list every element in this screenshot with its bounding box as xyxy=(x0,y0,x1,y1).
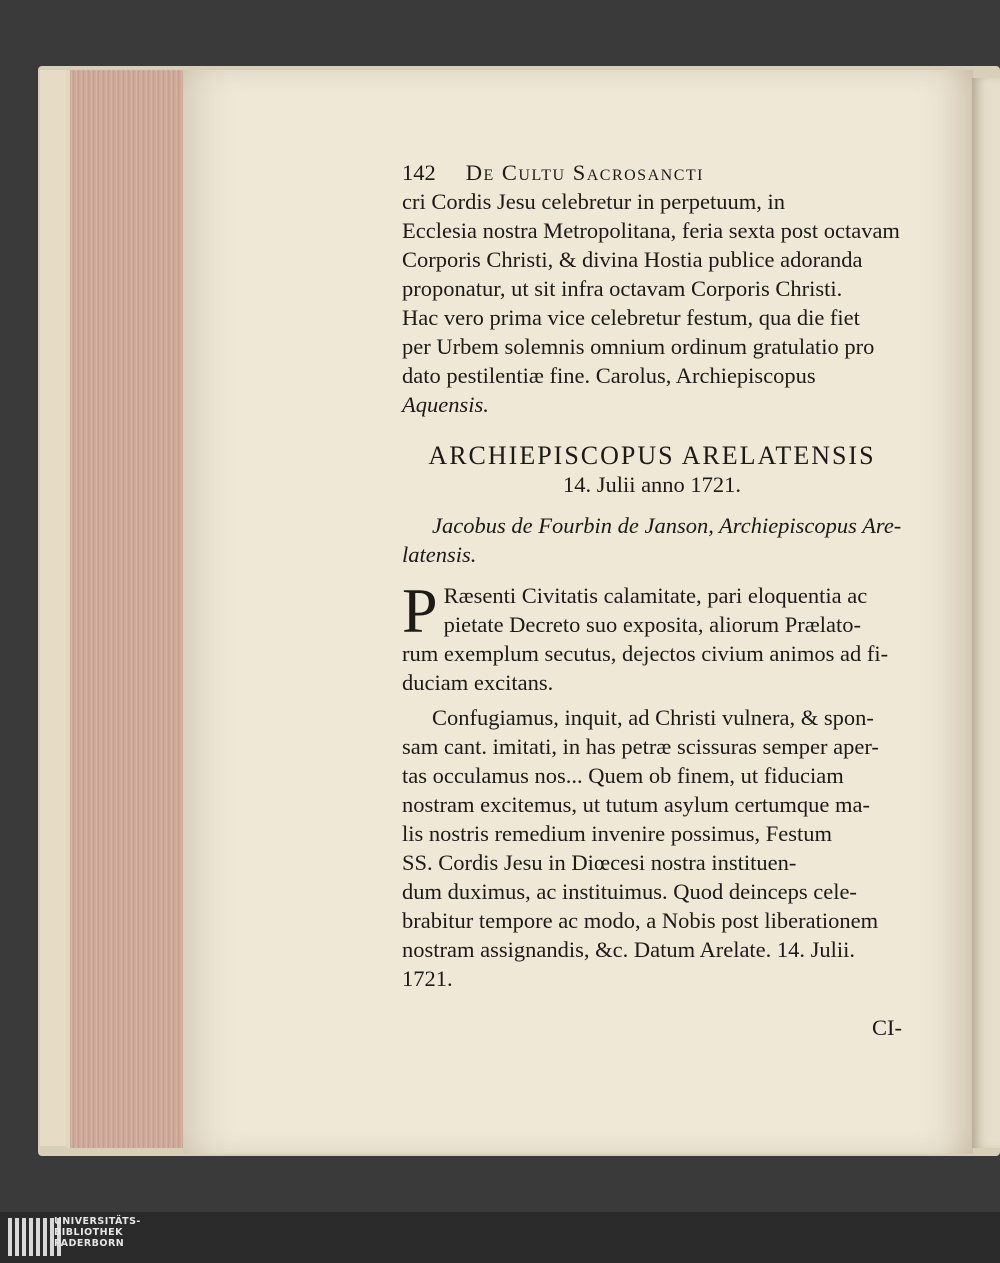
text-line: Aquensis. xyxy=(402,392,489,417)
text-line: Corporis Christi, & divina Hostia publice adoranda xyxy=(402,247,863,272)
text-line: Ecclesia nostra Metropolitana, feria sexta post octavam xyxy=(402,218,900,243)
section-heading: ARCHIEPISCOPUS ARELATENSIS xyxy=(428,441,876,470)
text-line: pietate Decreto suo exposita, aliorum Prælato- xyxy=(443,612,861,637)
text-line: Confugiamus, inquit, ad Christi vulnera, & spon- xyxy=(432,705,874,730)
text-line: nostram excitemus, ut tutum asylum certumque ma- xyxy=(402,792,871,817)
catchword: CI- xyxy=(872,1015,902,1040)
text-line: 1721. xyxy=(402,966,453,991)
text-line: nostram assignandis, &c. Datum Arelate. 14. Julii. xyxy=(402,937,856,962)
text-line: cri Cordis Jesu celebretur in perpetuum, in xyxy=(402,189,786,214)
text-line: dato pestilentiæ fine. Carolus, Archiepiscopus xyxy=(402,363,816,388)
section-date: 14. Julii anno 1721. xyxy=(562,472,742,497)
text-line: latensis. xyxy=(402,542,477,567)
running-head xyxy=(402,158,902,187)
page-number: 142 xyxy=(402,160,436,185)
footer-bar xyxy=(0,1212,1000,1263)
library-name xyxy=(54,1216,141,1249)
text-line: Jacobus de Fourbin de Janson, Archiepiscopus Are- xyxy=(432,513,902,538)
page-block-edges xyxy=(66,70,190,1148)
paragraph-1 xyxy=(402,187,902,419)
text-line: Hac vero prima vice celebretur festum, qua die fiet xyxy=(402,305,860,330)
author-line xyxy=(402,511,902,569)
text-line: sam cant. imitati, in has petræ scissuras semper aper- xyxy=(402,734,879,759)
paragraph-3 xyxy=(402,703,902,993)
text-line: proponatur, ut sit infra octavam Corporis Christi. xyxy=(402,276,843,301)
drop-capital: P xyxy=(402,575,438,646)
library-name-line: UNIVERSITÄTS- xyxy=(54,1216,141,1227)
page-text xyxy=(402,158,902,1042)
text-line: brabitur tempore ac modo, a Nobis post liberationem xyxy=(402,908,879,933)
text-line: dum duximus, ac instituimus. Quod deinceps cele- xyxy=(402,879,857,904)
text-line: SS. Cordis Jesu in Diœcesi nostra instituen- xyxy=(402,850,797,875)
text-line: rum exemplum secutus, dejectos civium animos ad fi- xyxy=(402,641,889,666)
text-line: lis nostris remedium invenire possimus, Festum xyxy=(402,821,832,846)
text-line: duciam excitans. xyxy=(402,670,554,695)
book-binding-edge xyxy=(40,70,68,1146)
text-line: per Urbem solemnis omnium ordinum gratulatio pro xyxy=(402,334,875,359)
text-line: Ræsenti Civitatis calamitate, pari eloquentia ac xyxy=(443,583,868,608)
text-line: tas occulamus nos... Quem ob finem, ut fiduciam xyxy=(402,763,844,788)
library-name-line: PADERBORN xyxy=(54,1238,125,1249)
running-title: De Cultu Sacrosancti xyxy=(465,160,704,185)
paragraph-2 xyxy=(402,575,902,697)
facing-page-edge xyxy=(972,78,1000,1148)
library-name-line: BIBLIOTHEK xyxy=(54,1227,123,1238)
